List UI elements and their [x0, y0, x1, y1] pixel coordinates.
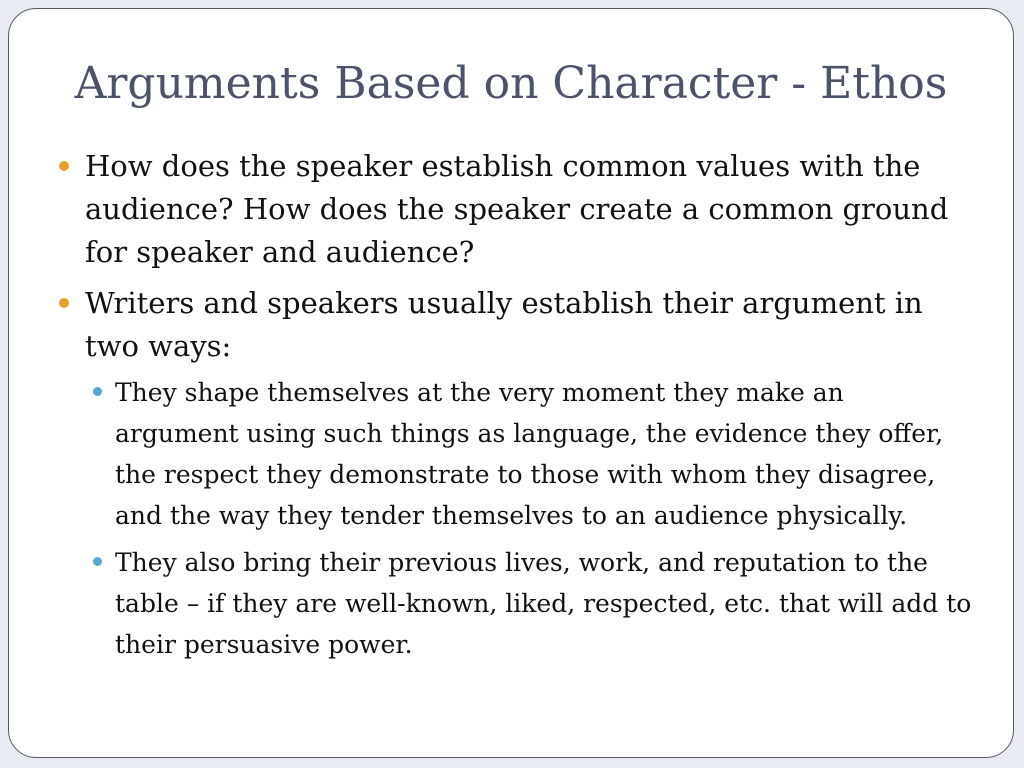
sub-bullet-text: They shape themselves at the very moment they make an argument using such things as language, the evidence they offer, the respect they demonstrate to those with whom they disagree, and the way they tender themselves to an audience physically. — [115, 378, 944, 530]
bullet-dot-icon — [59, 298, 69, 308]
sub-bullet-list — [85, 372, 975, 665]
bullet-list — [55, 145, 975, 665]
bullet-text: How does the speaker establish common values with the audience? How does the speaker create a common ground for speaker and audience? — [85, 149, 949, 269]
sub-bullet-item — [85, 372, 975, 536]
sub-bullet-dot-icon — [93, 387, 102, 396]
slide-title: Arguments Based on Character - Ethos — [74, 58, 948, 109]
bullet-text: Writers and speakers usually establish their argument in two ways: — [85, 286, 923, 363]
bullet-item — [55, 145, 975, 274]
sub-bullet-dot-icon — [93, 557, 102, 566]
sub-bullet-item — [85, 542, 975, 665]
sub-bullet-text: They also bring their previous lives, work, and reputation to the table – if they are well-known, liked, respected, etc. that will add to their persuasive power. — [115, 548, 972, 659]
slide-content — [55, 145, 975, 673]
slide — [8, 8, 1014, 758]
bullet-dot-icon — [59, 161, 69, 171]
bullet-item — [55, 282, 975, 665]
